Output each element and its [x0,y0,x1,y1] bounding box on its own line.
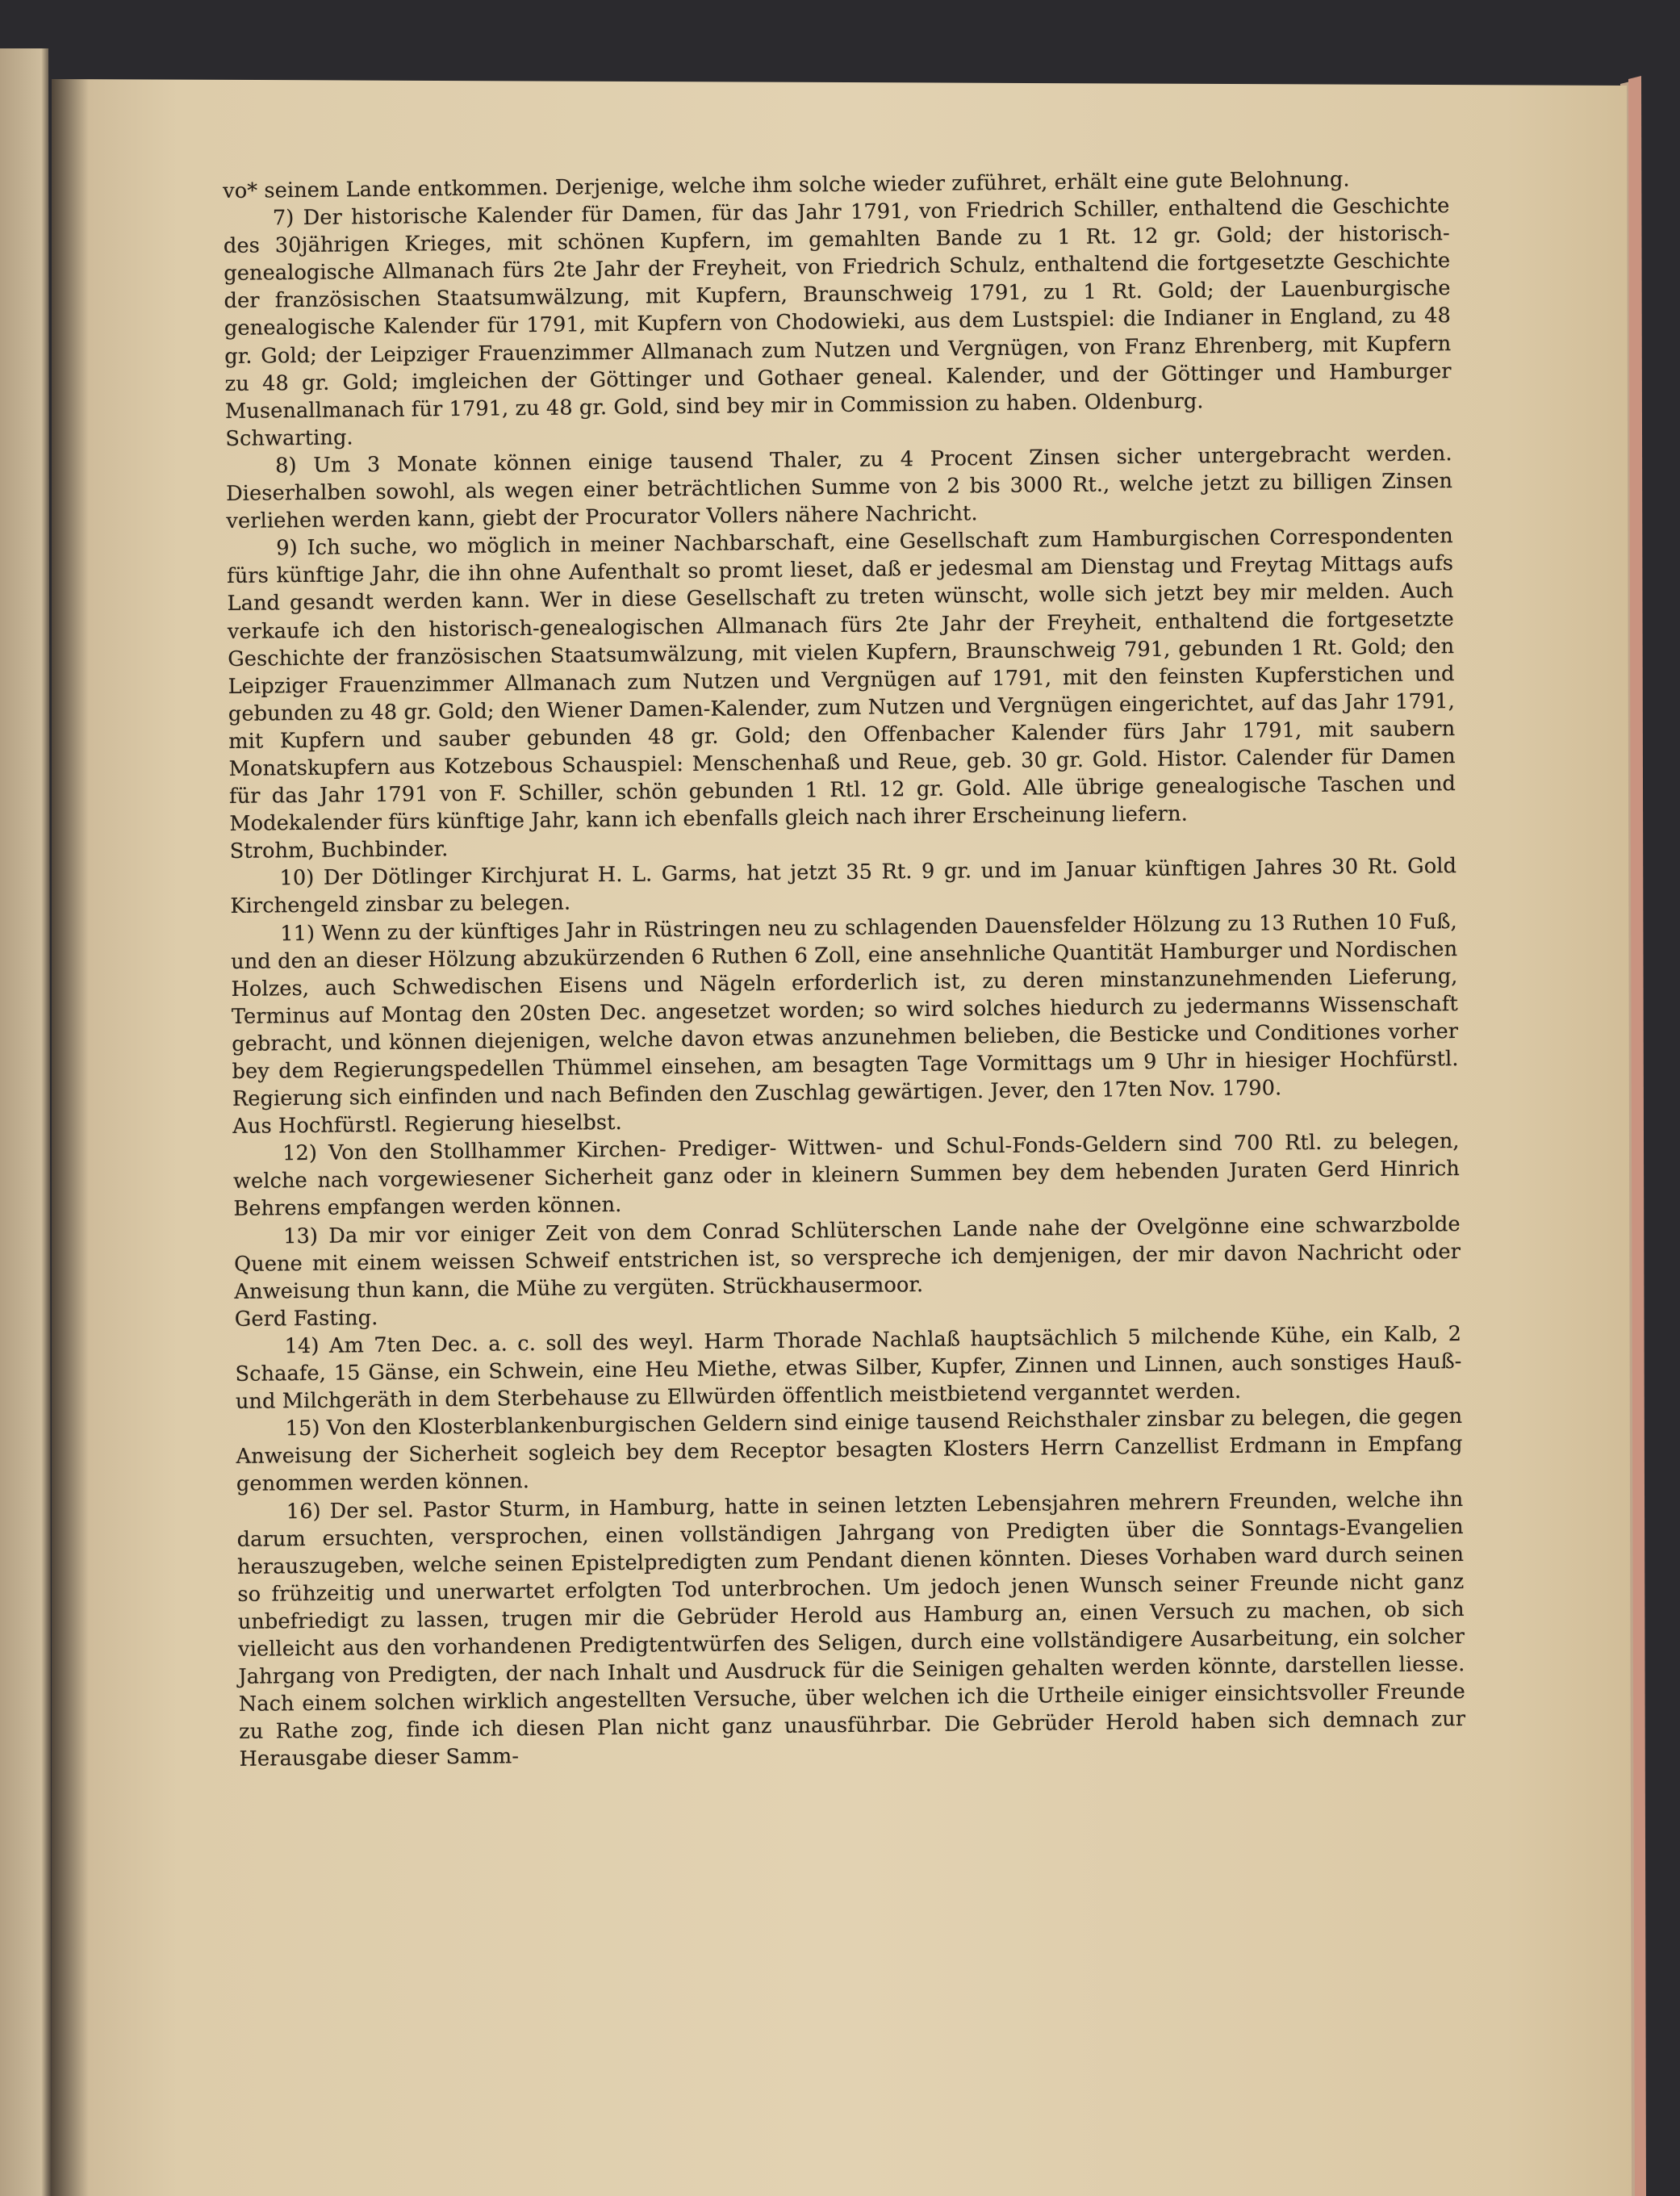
notice-6-end: vo* seinem Lande entkommen. Derjenige, welche ihm solche wieder zuführet, erhält eine gute Belohnung. [223,167,1350,203]
document-page [69,84,1630,2196]
notice-7: 7) Der historische Kalender für Damen, für das Jahr 1791, von Friedrich Schiller, enthaltend die Geschichte des 30jährigen Krieges, mit schönen Kupfern, im gemahlten Bande zu 1 Rt. 12 gr. Gold; der historisch-genealogische Allmanach fürs 2te Jahr der Freyheit, von Friedrich Schulz, enthaltend die fortgesetzte Geschichte der französischen Staatsumwälzung, mit Kupfern, Braunschweig 1791, zu 1 Rt. Gold; der Lauenburgische genealogische Kalender für 1791, mit Kupfern von Chodowieki, aus dem Lustspiel: die Indianer in England, zu 48 gr. Gold; der Leipziger Frauenzimmer Allmanach zum Nutzen und Vergnügen, von Franz Ehrenberg, mit Kupfern zu 48 gr. Gold; imgleichen der Göttinger und Gothaer geneal. Kalender, und der Göttinger und Hamburger Musenallmanach für 1791, zu 48 gr. Gold, sind bey mir in Commission zu haben. Oldenburg. [223,194,1452,424]
notice-11: 11) Wenn zu der künftiges Jahr in Rüstringen neu zu schlagenden Dauensfelder Hölzung zu 13 Ruthen 10 Fuß, und den an dieser Hölzung abzukürzenden 6 Ruthen 6 Zoll, eine ansehnliche Quantität Hamburger und Nordischen Holzes, auch Schwedischen Eisens und Nägeln erforderlich ist, zu deren minstanzunehmenden Lieferung, Terminus auf Montag den 20sten Dec. angesetzet worden; so wird solches hiedurch zu jedermanns Wissenschaft gebracht, und können diejenigen, welche davon etwas anzunehmen belieben, die Besticke und Conditiones vorher bey dem Regierungspedellen Thümmel einsehen, am besagten Tage Vormittags um 9 Uhr in hiesiger Hochfürstl. Regierung sich einfinden und nach Befinden den Zuschlag gewärtigen. Jever, den 17ten Nov. 1790. [231,909,1459,1112]
signature-regierung: Aus Hochfürstl. Regierung hieselbst. [232,1111,622,1140]
notice-9: 9) Ich suche, wo möglich in meiner Nachbarschaft, eine Gesellschaft zum Hamburgischen Correspondenten fürs künftige Jahr, die ihn ohne Aufenthalt so promt lieset, daß er jedesmal am Dienstag und Freytag Mittags aufs Land gesandt werden kann. Wer in diese Gesellschaft zu treten wünscht, wolle sich jetzt bey mir melden. Auch verkaufe ich den historisch-genealogischen Allmanach fürs 2te Jahr der Freyheit, enthaltend die fortgesetzte Geschichte der französischen Staatsumwälzung, mit vielen Kupfern, Braunschweig 791, gebunden 1 Rt. Gold; den Leipziger Frauenzimmer Allmanach zum Nutzen und Vergnügen auf 1791, mit den feinsten Kupferstichen und gebunden zu 48 gr. Gold; den Wiener Damen-Kalender, zum Nutzen und Vergnügen eingerichtet, auf das Jahr 1791, mit Kupfern und sauber gebunden 48 gr. Gold; den Offenbacher Kalender fürs Jahr 1791, mit saubern Monatskupfern aus Kotzebous Schauspiel: Menschenhaß und Reue, geb. 30 gr. Gold. Histor. Calender für Damen für das Jahr 1791 von F. Schiller, schön gebunden 1 Rtl. 12 gr. Gold. Alle übrige genealogische Taschen und Modekalender fürs künftige Jahr, kann ich ebenfalls gleich nach ihrer Erscheinung liefern. [227,524,1456,837]
notice-16: 16) Der sel. Pastor Sturm, in Hamburg, hatte in seinen letzten Lebensjahren mehrern Freunden, welche ihn darum ersuchten, versprochen, einen vollständigen Jahrgang von Predigten über die Sonntags-Evangelien herauszugeben, welche seinen Epistelpredigten zum Pendant dienen könnten. Dieses Vorhaben ward durch seinen so frühzeitig und unerwartet erfolgten Tod unterbrochen. Um jedoch jenen Wunsch seiner Freunde nicht ganz unbefriedigt zu lassen, trugen mir die Gebrüder Herold aus Hamburg an, einen Versuch zu machen, ob sich vielleicht aus den vorhandenen Predigtentwürfen des Seligen, durch eine vollständigere Ausarbeitung, ein solcher Jahrgang von Predigten, der nach Inhalt und Ausdruck für die Seinigen gehalten werden könnte, darstellen liesse. Nach einem solchen wirklich angestellten Versuche, über welchen ich die Urtheile einiger einsichtsvoller Freunde zu Rathe zog, finde ich diesen Plan nicht ganz unausführbar. Die Gebrüder Herold haben sich demnach zur Herausgabe dieser Samm- [236,1487,1466,1772]
notice-10: 10) Der Dötlinger Kirchjurat H. L. Garms, hat jetzt 35 Rt. 9 gr. und im Januar künftigen Jahres 30 Rt. Gold Kirchengeld zinsbar zu belegen. [230,854,1457,919]
signature-fasting: Gerd Fasting. [234,1305,378,1332]
notice-15: 15) Von den Klosterblankenburgischen Geldern sind einige tausend Reichsthaler zinsbar zu belegen, die gegen Anweisung der Sicherheit sogleich bey dem Receptor besagten Klosters Herrn Canzellist Erdmann in Empfang genommen werden können. [236,1404,1463,1497]
notice-12: 12) Von den Stollhammer Kirchen- Prediger- Wittwen- und Schul-Fonds-Geldern sind 700 Rtl. zu belegen, welche nach vorgewiesener Sicherheit ganz oder in kleinern Summen bey dem hebenden Juraten Gerd Hinrich Behrens empfangen werden können. [232,1129,1461,1222]
signature-schwarting: Schwarting. [225,425,353,451]
notice-8: 8) Um 3 Monate können einige tausend Thaler, zu 4 Procent Zinsen sicher untergebracht werden. Dieserhalben sowohl, als wegen einer beträchtlichen Summe von 2 bis 3000 Rt., welche jetzt zu billigen Zinsen verliehen werden kann, giebt der Procurator Vollers nähere Nachricht. [225,441,1453,534]
page-text [223,165,1466,1773]
notice-13: 13) Da mir vor einiger Zeit von dem Conrad Schlüterschen Lande nahe der Ovelgönne eine schwarzbolde Quene mit einem weissen Schweif entstrichen ist, so verspreche ich demjenigen, der mir davon Nachricht oder Anweisung thun kann, die Mühe zu vergüten. Strückhausermoor. [233,1211,1461,1304]
signature-strohm: Strohm, Buchbinder. [229,837,449,864]
left-page [0,48,52,2196]
notice-14: 14) Am 7ten Dec. a. c. soll des weyl. Harm Thorade Nachlaß hauptsächlich 5 milchende Kühe, ein Kalb, 2 Schaafe, 15 Gänse, ein Schwein, eine Heu Miethe, etwas Silber, Kupfer, Zinnen und Linnen, auch sonstiges Hauß- und Milchgeräth in dem Sterbehause zu Ellwürden öffentlich meistbietend verganntet werden. [235,1321,1462,1415]
